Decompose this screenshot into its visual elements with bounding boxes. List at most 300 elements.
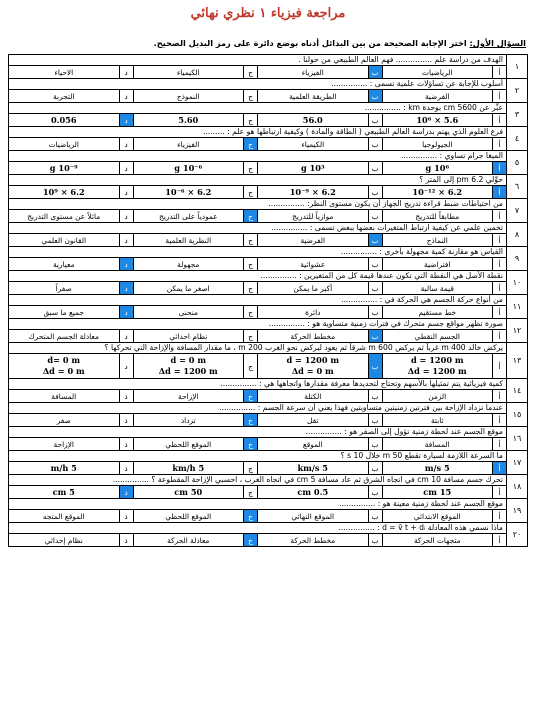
question-body xyxy=(9,499,506,522)
answer-option[interactable] xyxy=(382,462,507,474)
answer-option[interactable] xyxy=(9,486,133,498)
answer-option[interactable] xyxy=(9,138,133,150)
question-stem: القياس هو مقارنة كمية مجهولة بأخرى : ............... xyxy=(340,247,503,256)
option-letter[interactable]: د xyxy=(119,258,133,270)
answer-option[interactable] xyxy=(9,462,133,474)
question-stem: موقع الجسم عند لحظة زمنية تؤول إلى الصفر هو : ............... xyxy=(305,427,503,436)
option-letter[interactable]: ج xyxy=(243,486,257,498)
option-letter[interactable]: ب xyxy=(368,462,382,474)
answer-option[interactable] xyxy=(9,258,133,270)
option-text: صفراً xyxy=(55,283,72,293)
option-letter[interactable]: ج xyxy=(243,210,257,222)
answer-option[interactable] xyxy=(133,390,258,402)
answer-option[interactable] xyxy=(9,90,133,102)
question-number: ٦ xyxy=(506,175,527,198)
question-body xyxy=(9,523,506,546)
option-text: 10⁶ g xyxy=(425,163,450,173)
option-text: المسافة xyxy=(424,439,450,449)
option-letter[interactable]: د xyxy=(119,534,133,546)
option-text: 6.2 × 10⁹ xyxy=(42,187,85,197)
answer-option[interactable] xyxy=(9,414,133,426)
options-row xyxy=(9,461,506,474)
answer-option[interactable] xyxy=(382,90,507,102)
question-number: ٤ xyxy=(506,127,527,150)
answer-option[interactable] xyxy=(257,354,382,378)
option-text: النماذج xyxy=(426,235,448,245)
answer-option[interactable] xyxy=(257,462,382,474)
question-body xyxy=(9,319,506,342)
option-letter[interactable]: أ xyxy=(492,534,506,546)
question-row xyxy=(8,451,528,475)
question-row xyxy=(8,54,528,79)
options-row xyxy=(9,329,506,342)
option-letter[interactable]: ج xyxy=(243,438,257,450)
option-letter[interactable]: ب xyxy=(368,66,382,78)
option-letter[interactable]: ب xyxy=(368,306,382,318)
question-number: ٩ xyxy=(506,247,527,270)
answer-option[interactable] xyxy=(9,510,133,522)
options-row xyxy=(9,305,506,318)
option-letter[interactable]: أ xyxy=(492,66,506,78)
options-row xyxy=(9,389,506,402)
answer-option[interactable] xyxy=(9,186,133,198)
option-letter[interactable]: د xyxy=(119,138,133,150)
answer-option[interactable] xyxy=(133,258,258,270)
option-letter[interactable]: ب xyxy=(368,114,382,126)
answer-option[interactable] xyxy=(9,306,133,318)
question-stem: أسلوب للإجابة عن تساؤلات علمية تسمى : ............... xyxy=(331,79,503,88)
option-text: 15 cm xyxy=(423,487,452,497)
answer-option[interactable] xyxy=(133,486,258,498)
options-row xyxy=(9,89,506,102)
options-row xyxy=(9,281,506,294)
question-number: ١١ xyxy=(506,295,527,318)
question-body xyxy=(9,271,506,294)
option-letter[interactable]: أ xyxy=(492,210,506,222)
option-letter[interactable]: د xyxy=(119,186,133,198)
answer-option[interactable] xyxy=(133,534,258,546)
option-letter[interactable]: أ xyxy=(492,258,506,270)
question-row xyxy=(8,295,528,319)
question-row xyxy=(8,103,528,127)
answer-option[interactable] xyxy=(382,486,507,498)
option-letter[interactable]: ب xyxy=(368,510,382,522)
answer-option[interactable] xyxy=(9,354,133,378)
page-title: مراجعة فيزياء ١ نظري نهائي xyxy=(190,6,346,21)
option-text: الموقع النهائي xyxy=(291,511,335,521)
option-letter[interactable]: ج xyxy=(243,66,257,78)
option-text: الموقع xyxy=(302,439,323,449)
answer-option[interactable] xyxy=(257,234,382,246)
question-stem: ما السرعة اللازمة لسيارة تقطع 50 m خلال 10 s ؟ xyxy=(340,451,503,460)
instruction-label: السؤال الأول: xyxy=(469,38,526,48)
answer-option[interactable] xyxy=(382,354,507,378)
answer-option[interactable] xyxy=(382,234,507,246)
option-letter[interactable]: أ xyxy=(492,114,506,126)
option-letter[interactable]: ب xyxy=(368,258,382,270)
answer-option[interactable] xyxy=(257,486,382,498)
question-number: ٢٠ xyxy=(506,523,527,546)
option-text: جميع ما سبق xyxy=(43,307,85,317)
option-letter[interactable]: د xyxy=(119,282,133,294)
options-row xyxy=(9,533,506,546)
question-body xyxy=(9,379,506,402)
option-text: 6.2 × 10⁻¹² xyxy=(412,187,463,197)
option-text: عمودياً على التدريج xyxy=(158,211,218,221)
question-row xyxy=(8,79,528,103)
question-stem: نقطة الأصل هي النقطة التي تكون عندها قيمة كل من المتغيرين : ............... xyxy=(260,271,503,280)
options-row xyxy=(9,509,506,522)
option-letter[interactable]: ج xyxy=(243,414,257,426)
question-row xyxy=(8,151,528,175)
answer-option[interactable] xyxy=(382,414,507,426)
option-letter[interactable]: د xyxy=(119,510,133,522)
option-text: 10³ g xyxy=(300,163,325,173)
answer-option[interactable] xyxy=(382,510,507,522)
answer-option[interactable] xyxy=(133,210,258,222)
answer-option[interactable] xyxy=(257,330,382,342)
answer-option[interactable] xyxy=(382,162,507,174)
question-stem: صورة تظهر مواقع جسم متحرك في فترات زمنية متساوية هو : ............... xyxy=(268,319,503,328)
option-letter[interactable]: ج xyxy=(243,90,257,102)
option-letter[interactable]: ب xyxy=(368,438,382,450)
answer-option[interactable] xyxy=(382,438,507,450)
answer-option[interactable] xyxy=(257,390,382,402)
answer-option[interactable] xyxy=(133,138,258,150)
question-body xyxy=(9,103,506,126)
option-letter[interactable]: ب xyxy=(368,210,382,222)
option-text: الطريقة العلمية xyxy=(289,91,337,101)
option-letter[interactable]: ب xyxy=(368,414,382,426)
option-letter[interactable]: ب xyxy=(368,234,382,246)
option-letter[interactable]: أ xyxy=(492,390,506,402)
question-body xyxy=(9,343,506,378)
question-stem: كمية فيزيائية يتم تمثيلها بالأسهم وتحتاج لتحديدها معرفة مقدارها واتجاهها هي : ............... xyxy=(220,379,503,388)
question-body xyxy=(9,295,506,318)
option-letter[interactable]: د xyxy=(119,114,133,126)
option-text: الفرضية xyxy=(424,91,450,101)
options-row xyxy=(9,161,506,174)
options-row xyxy=(9,257,506,270)
option-letter[interactable]: ب xyxy=(368,162,382,174)
option-text: ثابتة xyxy=(430,415,444,425)
answer-option[interactable] xyxy=(9,330,133,342)
option-text: d = 0 m Δd = 1200 m xyxy=(158,355,218,376)
option-text: الرياضيات xyxy=(422,67,453,77)
answer-option[interactable] xyxy=(9,66,133,78)
option-letter[interactable]: د xyxy=(119,162,133,174)
option-text: 0.5 cm xyxy=(297,487,329,497)
answer-option[interactable] xyxy=(133,282,258,294)
answer-option[interactable] xyxy=(9,234,133,246)
answer-option[interactable] xyxy=(9,438,133,450)
option-text: المسافة xyxy=(51,391,77,401)
option-letter[interactable]: أ xyxy=(492,162,506,174)
option-text: أكبر ما يمكن xyxy=(293,283,333,293)
answer-option[interactable] xyxy=(133,162,258,174)
option-text: اصغر ما يمكن xyxy=(166,283,210,293)
option-letter[interactable]: ب xyxy=(368,534,382,546)
options-row xyxy=(9,209,506,222)
option-letter[interactable]: ب xyxy=(368,138,382,150)
option-letter[interactable]: د xyxy=(119,414,133,426)
option-text: 50 cm xyxy=(174,487,203,497)
question-stem: من احتياطات ضبط قراءة تدريج الجهاز أن يكون مستوى النظر: ............... xyxy=(268,199,503,208)
option-letter[interactable]: د xyxy=(119,354,133,378)
question-number: ٨ xyxy=(506,223,527,246)
option-text: 6.2 × 10⁻⁶ xyxy=(165,187,212,197)
option-text: الجيولوجيا xyxy=(422,139,453,149)
question-stem: فرع العلوم الذي يهتم بدراسة العالم الطبيعي ( الطاقة والمادة ) وكيفية ارتباطها هو علم : ......... xyxy=(202,127,503,136)
option-letter[interactable]: ج xyxy=(243,234,257,246)
option-letter[interactable]: ج xyxy=(243,510,257,522)
answer-option[interactable] xyxy=(133,510,258,522)
option-text: الموقع اللحظي xyxy=(165,511,212,521)
option-letter[interactable]: أ xyxy=(492,462,506,474)
answer-option[interactable] xyxy=(9,114,133,126)
option-letter[interactable]: د xyxy=(119,234,133,246)
question-stem: عندما تزداد الإزاحة بين فترتين زمنيتين متساويتين فهذا يعني أن سرعة الجسم : ............... xyxy=(219,403,503,412)
question-row xyxy=(8,271,528,295)
answer-option[interactable] xyxy=(9,282,133,294)
answer-option[interactable] xyxy=(133,186,258,198)
answer-option[interactable] xyxy=(257,282,382,294)
option-text: 5 km/h xyxy=(172,463,205,473)
answer-option[interactable] xyxy=(133,462,258,474)
option-text: 5.60 xyxy=(178,115,199,125)
answer-option[interactable] xyxy=(257,414,382,426)
answer-option[interactable] xyxy=(382,138,507,150)
answer-option[interactable] xyxy=(382,330,507,342)
option-text: الزمن xyxy=(428,391,447,401)
option-letter[interactable]: ب xyxy=(368,390,382,402)
answer-option[interactable] xyxy=(382,210,507,222)
option-text: الإزاحة xyxy=(53,439,74,449)
option-letter[interactable]: ب xyxy=(368,90,382,102)
option-letter[interactable]: أ xyxy=(492,330,506,342)
answer-option[interactable] xyxy=(382,306,507,318)
option-text: تزداد xyxy=(180,415,196,425)
options-row xyxy=(9,113,506,126)
option-text: 10⁻⁹ g xyxy=(49,163,78,173)
answer-option[interactable] xyxy=(133,114,258,126)
option-letter[interactable]: أ xyxy=(492,234,506,246)
answer-option[interactable] xyxy=(257,162,382,174)
option-letter[interactable]: ج xyxy=(243,306,257,318)
option-text: الجسم النقطي xyxy=(414,331,460,341)
answer-option[interactable] xyxy=(257,66,382,78)
question-row xyxy=(8,247,528,271)
answer-option[interactable] xyxy=(382,114,507,126)
option-text: الفيزياء xyxy=(301,67,324,77)
answer-option[interactable] xyxy=(133,66,258,78)
question-stem: حوِّلي 6.2 pm إلى المتر ؟ xyxy=(419,175,503,184)
answer-option[interactable] xyxy=(382,534,507,546)
option-letter[interactable]: د xyxy=(119,90,133,102)
option-letter[interactable]: د xyxy=(119,66,133,78)
answer-option[interactable] xyxy=(257,186,382,198)
option-text: متجهات الحركة xyxy=(413,535,461,545)
option-text: الفرضية xyxy=(300,235,326,245)
answer-option[interactable] xyxy=(257,258,382,270)
question-number: ١٩ xyxy=(506,499,527,522)
question-body xyxy=(9,223,506,246)
option-letter[interactable]: د xyxy=(119,438,133,450)
instructions xyxy=(8,38,526,48)
option-text: 0.056 xyxy=(50,115,77,125)
option-letter[interactable]: أ xyxy=(492,486,506,498)
option-letter[interactable]: أ xyxy=(492,354,506,378)
question-number: ٢ xyxy=(506,79,527,102)
option-text: مجهولة xyxy=(177,259,200,269)
answer-option[interactable] xyxy=(382,282,507,294)
option-text: مطابقاً للتدريج xyxy=(415,211,460,221)
option-letter[interactable]: أ xyxy=(492,438,506,450)
question-number: ١٦ xyxy=(506,427,527,450)
answer-option[interactable] xyxy=(133,306,258,318)
option-letter[interactable]: ج xyxy=(243,330,257,342)
option-letter[interactable]: ب xyxy=(368,354,382,378)
answer-option[interactable] xyxy=(382,66,507,78)
option-text: 5 cm xyxy=(52,487,75,497)
option-letter[interactable]: ج xyxy=(243,162,257,174)
question-number: ٣ xyxy=(506,103,527,126)
question-number: ١ xyxy=(506,55,527,78)
option-text: صفر xyxy=(56,415,71,425)
option-letter[interactable]: ج xyxy=(243,282,257,294)
answer-option[interactable] xyxy=(382,258,507,270)
option-letter[interactable]: د xyxy=(119,306,133,318)
answer-option[interactable] xyxy=(257,510,382,522)
options-row xyxy=(9,137,506,150)
option-letter[interactable]: ج xyxy=(243,354,257,378)
answer-option[interactable] xyxy=(133,330,258,342)
answer-option[interactable] xyxy=(9,390,133,402)
question-number: ١٥ xyxy=(506,403,527,426)
option-letter[interactable]: ج xyxy=(243,186,257,198)
option-text: القانون العلمي xyxy=(41,235,87,245)
option-letter[interactable]: أ xyxy=(492,282,506,294)
option-letter[interactable]: ب xyxy=(368,486,382,498)
option-letter[interactable]: د xyxy=(119,486,133,498)
option-letter[interactable]: ب xyxy=(368,330,382,342)
option-letter[interactable]: ج xyxy=(243,138,257,150)
option-text: مخطط الحركة xyxy=(290,331,336,341)
question-number: ١٧ xyxy=(506,451,527,474)
answer-option[interactable] xyxy=(133,354,258,378)
option-text: التجربة xyxy=(53,91,75,101)
option-letter[interactable]: أ xyxy=(492,186,506,198)
option-letter[interactable]: أ xyxy=(492,90,506,102)
option-text: عشوائية xyxy=(300,259,326,269)
answer-option[interactable] xyxy=(257,114,382,126)
question-number: ١٠ xyxy=(506,271,527,294)
option-letter[interactable]: ج xyxy=(243,534,257,546)
answer-option[interactable] xyxy=(9,210,133,222)
question-body xyxy=(9,175,506,198)
option-letter[interactable]: د xyxy=(119,210,133,222)
answer-option[interactable] xyxy=(133,438,258,450)
answer-option[interactable] xyxy=(133,414,258,426)
option-text: d = 1200 m Δd = 1200 m xyxy=(407,355,467,376)
answer-option[interactable] xyxy=(257,210,382,222)
question-row xyxy=(8,223,528,247)
option-letter[interactable]: د xyxy=(119,462,133,474)
answer-option[interactable] xyxy=(382,390,507,402)
answer-option[interactable] xyxy=(133,234,258,246)
option-text: الكيمياء xyxy=(301,139,325,149)
option-letter[interactable]: ج xyxy=(243,258,257,270)
option-text: دائرة xyxy=(305,307,321,317)
option-text: مائلاً عن مستوى التدريج xyxy=(27,211,101,221)
option-letter[interactable]: د xyxy=(119,330,133,342)
question-body xyxy=(9,475,506,498)
answer-option[interactable] xyxy=(257,438,382,450)
question-body xyxy=(9,451,506,474)
question-body xyxy=(9,79,506,102)
option-text: الاحياء xyxy=(54,67,74,77)
options-row xyxy=(9,353,506,378)
option-text: 56.0 xyxy=(302,115,323,125)
question-stem: الهدف من دراسة علم ............... فهم العالم الطبيعي من حولنا . xyxy=(298,55,503,64)
option-letter[interactable]: ب xyxy=(368,282,382,294)
option-letter[interactable]: أ xyxy=(492,510,506,522)
question-row xyxy=(8,343,528,379)
question-stem: ماذا نسمي هذه المعادلة d = v̄ t + dᵢ : ............... xyxy=(338,523,503,532)
option-text: 5.6 × 10⁶ xyxy=(416,115,459,125)
option-letter[interactable]: أ xyxy=(492,306,506,318)
option-text: الفيزياء xyxy=(177,139,200,149)
option-text: معيارية xyxy=(52,259,75,269)
option-text: موازياً للتدريج xyxy=(292,211,334,221)
answer-option[interactable] xyxy=(9,162,133,174)
question-number: ١٢ xyxy=(506,319,527,342)
question-stem: الميغا جرام تساوي : ............... xyxy=(400,151,503,160)
question-row xyxy=(8,475,528,499)
option-letter[interactable]: أ xyxy=(492,414,506,426)
option-text: الكيمياء xyxy=(176,67,200,77)
question-stem: يركض خالد 400 m غرباً ثم يركض 600 m شرقاً ثم يعود ليركض نحو الغرب 200 m ، ما مقدار المسافة والإزاحة التي تحركها ؟ xyxy=(104,343,503,352)
answer-option[interactable] xyxy=(133,90,258,102)
option-text: الكتلة xyxy=(304,391,322,401)
question-stem: تحرك جسم مسافة 10 cm في اتجاه الشرق ثم عاد مسافة 5 cm في اتجاه الغرب ، احسبي الإزاحة المقطوعة ؟ ............... xyxy=(112,475,503,484)
answer-option[interactable] xyxy=(257,90,382,102)
option-text: d = 1200 m Δd = 0 m xyxy=(286,355,340,376)
option-letter[interactable]: ج xyxy=(243,462,257,474)
option-text: الموقع المتجه xyxy=(42,511,85,521)
answer-option[interactable] xyxy=(382,186,507,198)
option-text: قيمة سالبة xyxy=(420,283,454,293)
question-body xyxy=(9,403,506,426)
option-letter[interactable]: ج xyxy=(243,390,257,402)
option-letter[interactable]: د xyxy=(119,390,133,402)
answer-option[interactable] xyxy=(9,534,133,546)
answer-option[interactable] xyxy=(257,534,382,546)
options-row xyxy=(9,65,506,78)
answer-option[interactable] xyxy=(257,306,382,318)
option-letter[interactable]: أ xyxy=(492,138,506,150)
option-text: d= 0 m Δd = 0 m xyxy=(42,355,85,376)
option-text: النموذج xyxy=(176,91,200,101)
question-row xyxy=(8,379,528,403)
answer-option[interactable] xyxy=(257,138,382,150)
option-letter[interactable]: ج xyxy=(243,114,257,126)
question-body xyxy=(9,127,506,150)
option-letter[interactable]: ب xyxy=(368,186,382,198)
question-row xyxy=(8,427,528,451)
question-row xyxy=(8,199,528,223)
options-row xyxy=(9,185,506,198)
